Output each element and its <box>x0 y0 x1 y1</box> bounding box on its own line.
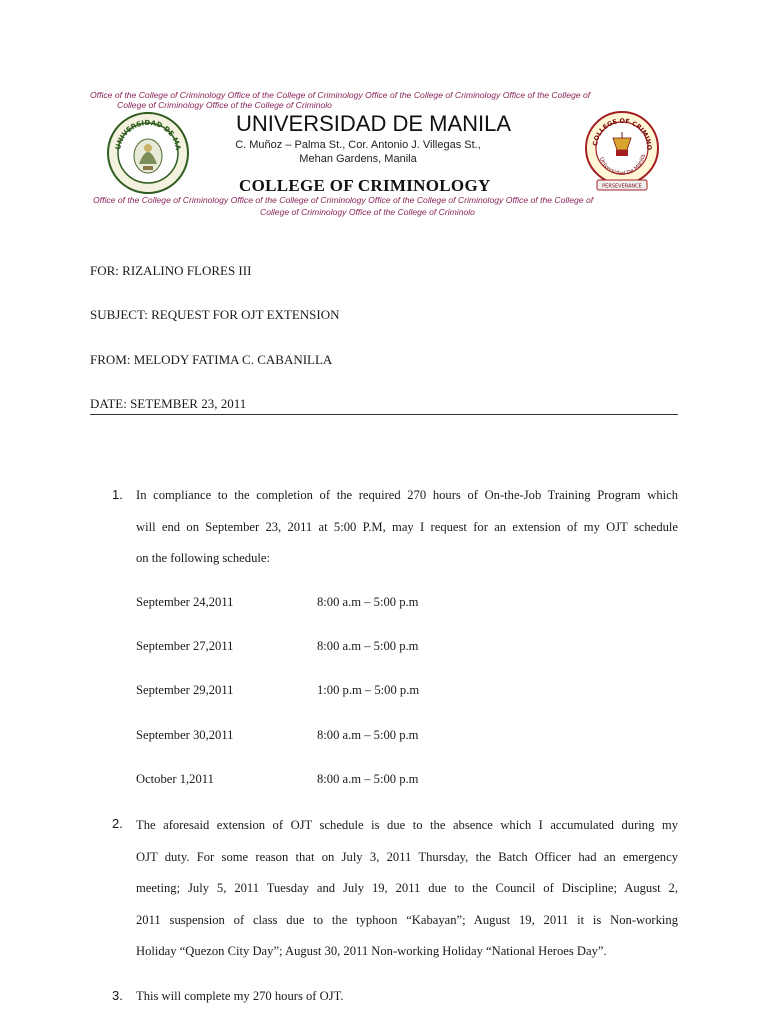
item-1-number: 1. <box>112 487 123 502</box>
right-seal-ribbon-text: PERSEVERANCE <box>602 183 642 190</box>
item-1-line-3: on the following schedule: <box>136 551 270 565</box>
schedule-time: 8:00 a.m – 5:00 p.m <box>317 595 419 609</box>
memo-for: FOR: RIZALINO FLORES III <box>90 263 252 278</box>
schedule-time: 8:00 a.m – 5:00 p.m <box>317 772 419 786</box>
header-banner-bottom-line-1: Office of the College of Criminology Office of the College of Criminology Office of the College of Criminology Office of the College of <box>93 195 594 205</box>
schedule-date: September 27,2011 <box>136 639 234 653</box>
left-seal-text: UNIVERSIDAD DE MA <box>114 118 182 151</box>
item-3-number: 3. <box>112 988 123 1003</box>
item-1-line-1: In compliance to the completion of the required 270 hours of On-the-Job Training Program which <box>136 488 678 502</box>
schedule-date: September 30,2011 <box>136 728 234 742</box>
right-seal-bottom-text: Universidad De Manila <box>597 153 647 178</box>
memo-divider <box>90 414 678 415</box>
item-2-line-2: OJT duty. For some reason that on July 3, 2011 Thursday, the Batch Officer had an emergency <box>136 849 678 864</box>
right-seal-top-text: COLLEGE OF CRIMINO <box>591 116 654 151</box>
item-3-paragraph <box>136 981 678 1013</box>
address-line-1: C. Muñoz – Palma St., Cor. Antonio J. Villegas St., <box>235 139 481 151</box>
item-2-number: 2. <box>112 816 123 831</box>
item-2-line-4: 2011 suspension of class due to the typhoon “Kabayan”; August 19, 2011 it is Non-working <box>136 912 678 927</box>
memo-date: DATE: SETEMBER 23, 2011 <box>90 396 247 411</box>
university-name: UNIVERSIDAD DE MANILA <box>236 111 512 136</box>
item-2-line-1: The aforesaid extension of OJT schedule is due to the absence which I accumulated during my <box>136 818 678 832</box>
item-1-paragraph <box>136 480 678 575</box>
address-line-2: Mehan Gardens, Manila <box>299 153 417 165</box>
schedule-time: 8:00 a.m – 5:00 p.m <box>317 639 419 653</box>
schedule-time: 8:00 a.m – 5:00 p.m <box>317 728 419 742</box>
schedule-time: 1:00 p.m – 5:00 p.m <box>317 683 420 697</box>
header-banner-top-line-2: College of Criminology Office of the College of Criminolo <box>117 100 332 110</box>
item-2-line-5: Holiday “Quezon City Day”; August 30, 2011 Non-working Holiday “National Heroes Day”. <box>136 944 607 958</box>
item-3-line-1: This will complete my 270 hours of OJT. <box>136 989 344 1003</box>
header-banner-top-line-1: Office of the College of Criminology Office of the College of Criminology Office of the College of Criminology Office of the College of <box>90 90 591 100</box>
schedule-date: September 29,2011 <box>136 683 234 697</box>
schedule-date: September 24,2011 <box>136 595 234 609</box>
header-banner-bottom-line-2: College of Criminology Office of the College of Criminolo <box>260 207 475 217</box>
item-2-paragraph <box>136 810 678 968</box>
memo-subject: SUBJECT: REQUEST FOR OJT EXTENSION <box>90 307 340 322</box>
schedule-date: October 1,2011 <box>136 772 214 786</box>
memo-from: FROM: MELODY FATIMA C. CABANILLA <box>90 352 333 367</box>
item-2-line-3: meeting; July 5, 2011 Tuesday and July 19, 2011 due to the Council of Discipline; August 2, <box>136 881 678 895</box>
item-1-line-2: will end on September 23, 2011 at 5:00 P.M, may I request for an extension of my OJT schedule <box>136 519 678 534</box>
university-seal-icon <box>107 112 189 194</box>
college-name: COLLEGE OF CRIMINOLOGY <box>239 176 491 195</box>
criminology-seal-icon <box>583 110 661 194</box>
